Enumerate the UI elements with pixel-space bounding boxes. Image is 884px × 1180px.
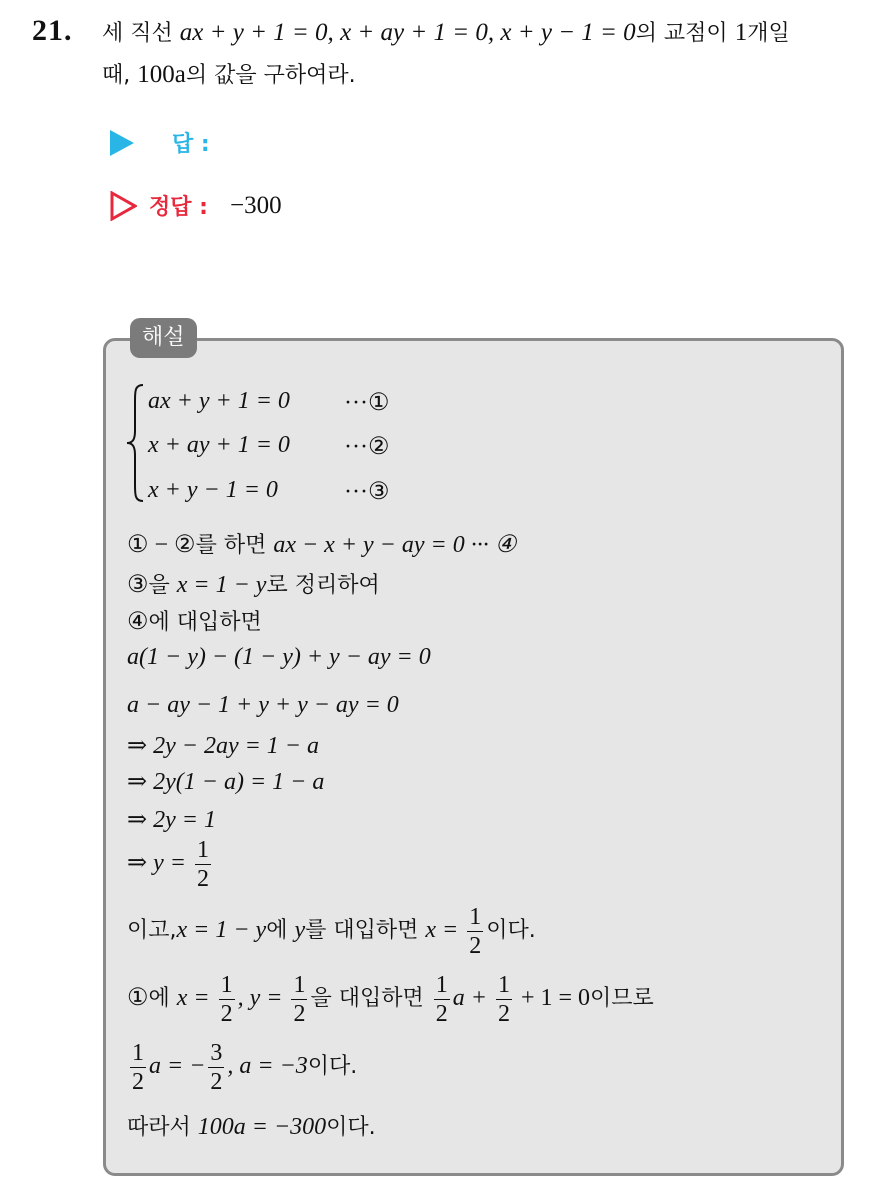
numerator: 1: [435, 972, 448, 998]
equation-text: x + y − 1 = 0: [148, 477, 278, 503]
math: x =: [425, 917, 465, 944]
answer-blank-row: [110, 127, 210, 158]
math: , a = −3: [227, 1053, 308, 1080]
math: ⇒ 2y(1 − a) = 1 − a: [127, 769, 325, 795]
correct-answer-row: [110, 190, 282, 221]
question-text: 세 직선: [102, 21, 180, 46]
math: ⇒ y =: [127, 850, 192, 877]
fraction-half: [434, 973, 450, 1026]
denominator: 2: [469, 933, 482, 959]
denominator: 2: [210, 1069, 223, 1095]
denominator: 2: [497, 1001, 510, 1027]
korean-text: 을 대입하면: [310, 986, 431, 1012]
korean-text: 를 하면: [195, 533, 274, 558]
fraction-half: [219, 973, 235, 1026]
answer-label: 답 :: [172, 132, 210, 157]
math: x = 1 − y: [176, 917, 267, 944]
korean-text: 이다.: [307, 1054, 358, 1080]
solution-step-11: [127, 973, 654, 1026]
solution-step-7: [127, 767, 324, 796]
question-line-1: [102, 16, 790, 47]
equation-text: ax + y + 1 = 0: [148, 388, 290, 414]
solution-tab: 해설: [130, 318, 197, 358]
math: a +: [452, 985, 493, 1012]
fraction-half: [467, 905, 483, 958]
question-line-2: [102, 58, 356, 89]
equation-text: x + ay + 1 = 0: [148, 432, 290, 458]
line-equation-1: ax + y + 1 = 0,: [179, 19, 341, 46]
numerator: 1: [132, 1040, 144, 1066]
math: ⇒ 2y = 1: [127, 807, 216, 833]
solution-step-5: [127, 692, 399, 719]
korean-text: 을: [148, 573, 177, 598]
outline-triangle-icon: [110, 191, 137, 221]
korean-text: 이고,: [127, 918, 177, 944]
korean-text: 이다.: [326, 1115, 376, 1140]
korean-text: 이므로: [590, 986, 654, 1012]
korean-text: 로 정리하여: [266, 573, 380, 598]
korean-text: 를 대입하면: [305, 918, 426, 944]
solution-step-1: [127, 528, 516, 559]
question-text: 때,: [102, 63, 138, 88]
math: ① − ②: [127, 532, 196, 558]
system-brace: [125, 383, 147, 503]
korean-text: 따라서: [127, 1115, 198, 1140]
question-number: 21.: [32, 14, 73, 47]
denominator: 2: [196, 866, 209, 892]
hundred-a: 100a: [137, 61, 186, 88]
numerator: 1: [469, 904, 482, 930]
korean-text: 에: [266, 918, 295, 944]
math: x = 1 − y: [176, 572, 267, 598]
system-eq-3: [148, 477, 390, 505]
math: a − ay − 1 + y + y − ay = 0: [127, 692, 399, 718]
math: ①: [127, 985, 149, 1012]
line-equation-2: x + ay + 1 = 0,: [340, 19, 501, 46]
correct-answer-value: −300: [229, 191, 282, 219]
denominator: 2: [220, 1001, 233, 1027]
math: a = −: [149, 1053, 206, 1080]
math: + 1 = 0: [514, 985, 591, 1012]
question-text: 의 값을 구하여라.: [185, 63, 356, 88]
question-text: 개일: [747, 21, 790, 46]
play-triangle-icon: [110, 130, 134, 156]
equation-tag-2: ···②: [344, 434, 390, 460]
fraction-half: [291, 973, 307, 1026]
question-text: 의 교점이: [635, 21, 735, 46]
fraction-three-halves: [208, 1041, 224, 1094]
math: , y =: [237, 985, 289, 1012]
solution-step-4: [127, 644, 431, 671]
math: 100a = −300: [197, 1114, 327, 1140]
solution-step-9: [127, 838, 214, 891]
system-eq-1: [148, 388, 390, 416]
equation-tag-1: ···①: [344, 390, 390, 416]
solution-step-10: [127, 905, 536, 958]
math: y: [294, 917, 306, 944]
math: a(1 − y) − (1 − y) + y − ay = 0: [127, 644, 431, 670]
math: x =: [176, 985, 216, 1012]
line-equation-3: x + y − 1 = 0: [500, 19, 636, 46]
number-one: 1: [734, 19, 748, 46]
korean-text: 이다.: [486, 918, 536, 944]
korean-text: 에 대입하면: [148, 610, 262, 635]
math: ④: [127, 609, 149, 635]
solution-step-12: [127, 1041, 357, 1094]
math: ⇒ 2y − 2ay = 1 − a: [127, 733, 319, 759]
numerator: 1: [220, 972, 233, 998]
numerator: 1: [497, 972, 510, 998]
solution-step-13: [127, 1110, 376, 1141]
solution-step-8: [127, 805, 216, 834]
korean-text: 에: [148, 986, 177, 1012]
denominator: 2: [435, 1001, 448, 1027]
numerator: 1: [293, 972, 306, 998]
fraction-half: [195, 838, 211, 891]
fraction-half: [130, 1041, 146, 1094]
math: ax − x + y − ay = 0 ··· ④: [273, 532, 517, 558]
solution-step-6: [127, 731, 319, 760]
numerator: 3: [210, 1040, 223, 1066]
correct-answer-label: 정답 :: [149, 195, 208, 220]
fraction-half: [496, 973, 512, 1026]
solution-step-2: [127, 568, 380, 599]
numerator: 1: [196, 837, 209, 863]
equation-tag-3: ···③: [344, 479, 390, 505]
denominator: 2: [293, 1001, 306, 1027]
math: ③: [127, 572, 149, 598]
system-eq-2: [148, 432, 390, 460]
solution-step-3: [127, 605, 262, 636]
denominator: 2: [132, 1069, 144, 1095]
